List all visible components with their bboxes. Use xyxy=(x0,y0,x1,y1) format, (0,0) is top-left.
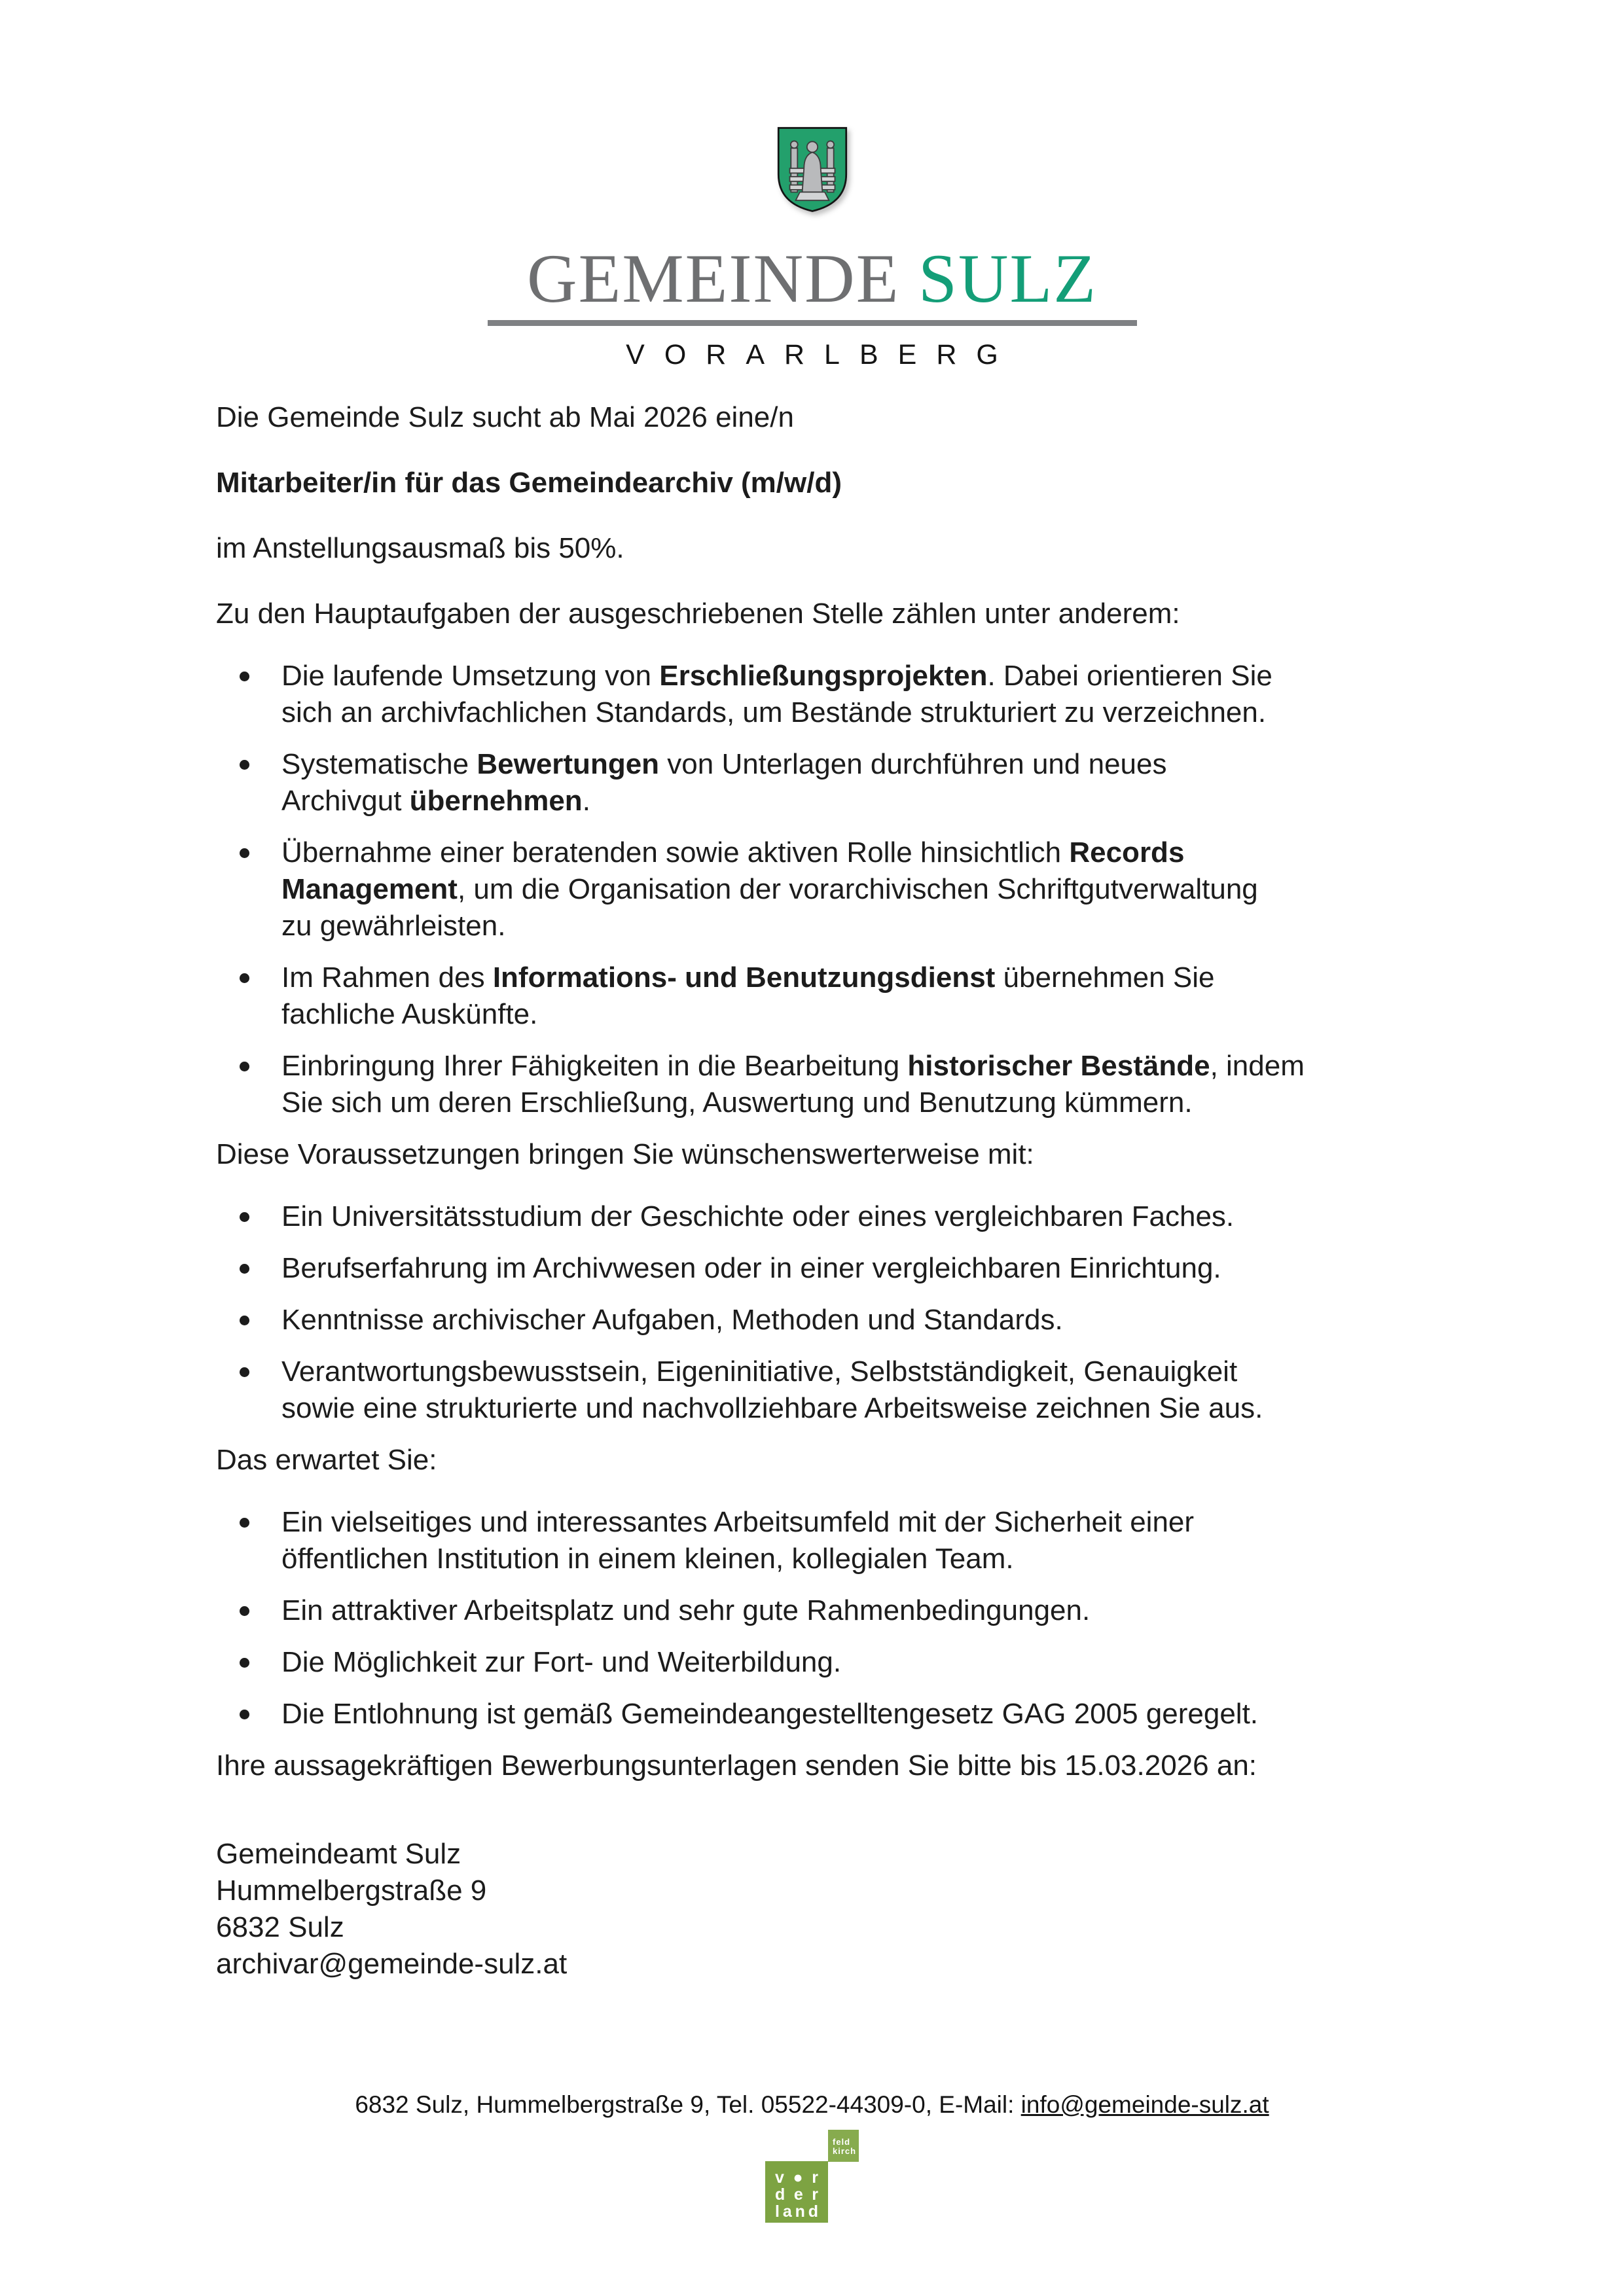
text-line: Gemeindeamt Sulz xyxy=(216,1838,461,1870)
benefit-item xyxy=(216,1696,1428,1732)
letter-body xyxy=(0,373,1624,1982)
text-line: feld xyxy=(833,2137,851,2147)
footer-contact-line xyxy=(0,2089,1624,2121)
requirement-item xyxy=(216,1198,1428,1235)
vorderland-square-icon xyxy=(765,2161,828,2223)
body-text: , indem xyxy=(1210,1050,1305,1082)
body-text: Ein attraktiver Arbeitsplatz und sehr gute Rahmenbedingungen. xyxy=(281,1594,1091,1626)
letterhead xyxy=(0,0,1624,373)
body-text: Archivgut xyxy=(281,785,410,817)
section-intro-requirements: Diese Voraussetzungen bringen Sie wünschenswerterweise mit: xyxy=(216,1138,1034,1170)
body-text: Übernahme einer beratenden sowie aktiven Rolle hinsichtlich xyxy=(281,836,1070,869)
brand-title xyxy=(0,240,1624,317)
body-text: Die laufende Umsetzung von xyxy=(281,660,660,692)
emphasized-text: übernehmen xyxy=(409,785,583,817)
emphasized-text: Erschließungsprojekten xyxy=(659,660,988,692)
body-text: Kenntnisse archivischer Aufgaben, Methoden und Standards. xyxy=(281,1304,1063,1336)
body-text: Ein vielseitiges und interessantes Arbeitsumfeld mit der Sicherheit einer xyxy=(281,1506,1195,1538)
logo-letter-row: l a n d xyxy=(775,2202,818,2221)
text-line: kirch xyxy=(833,2146,857,2156)
brand-word-sulz: SULZ xyxy=(918,240,1097,317)
body-text: Berufserfahrung im Archivwesen oder in einer vergleichbaren Einrichtung. xyxy=(281,1252,1221,1284)
requirement-item xyxy=(216,1250,1428,1287)
emphasized-text: Management xyxy=(281,873,458,905)
body-text: Die Möglichkeit zur Fort- und Weiterbildung. xyxy=(281,1646,842,1678)
logo-letter-row: v ● r xyxy=(775,2168,818,2187)
body-text: zu gewährleisten. xyxy=(281,910,506,942)
address-block xyxy=(216,1836,1428,1982)
body-text: öffentlichen Institution in einem kleinen, kollegialen Team. xyxy=(281,1543,1014,1575)
task-item xyxy=(216,960,1428,1033)
body-text: , um die Organisation der vorarchivischen Schriftgutverwaltung xyxy=(457,873,1258,905)
body-text: sich an archivfachlichen Standards, um Bestände strukturiert zu verzeichnen. xyxy=(281,696,1267,728)
body-text: Verantwortungsbewusstsein, Eigeninitiative, Selbstständigkeit, Genauigkeit xyxy=(281,1355,1238,1388)
sulz-coat-of-arms-icon xyxy=(774,121,851,218)
emphasized-text: Informations- und Benutzungsdienst xyxy=(492,961,996,994)
text-line: archivar@gemeinde-sulz.at xyxy=(216,1948,568,1980)
benefit-list xyxy=(216,1504,1428,1732)
body-text: übernehmen Sie xyxy=(995,961,1215,994)
footer-contact-text: 6832 Sulz, Hummelbergstraße 9, Tel. 05522-44309-0, E-Mail: xyxy=(355,2091,1021,2118)
text-line: 6832 Sulz xyxy=(216,1911,344,1943)
body-text: . xyxy=(582,785,590,817)
emphasized-text: historischer Bestände xyxy=(907,1050,1210,1082)
text-line: Hummelbergstraße 9 xyxy=(216,1874,487,1907)
employment-line: im Anstellungsausmaß bis 50%. xyxy=(216,532,624,564)
intro-line: Die Gemeinde Sulz sucht ab Mai 2026 eine/n xyxy=(216,401,794,433)
task-item xyxy=(216,1048,1428,1121)
body-text: Im Rahmen des xyxy=(281,961,493,994)
region-subtitle: VORARLBERG xyxy=(626,339,1018,370)
body-text: Systematische xyxy=(281,748,477,780)
requirement-item xyxy=(216,1302,1428,1338)
body-text: Sie sich um deren Erschließung, Auswertung und Benutzung kümmern. xyxy=(281,1086,1193,1119)
header-divider xyxy=(488,320,1137,326)
requirement-list xyxy=(216,1198,1428,1427)
brand-word-gemeinde: GEMEINDE xyxy=(527,240,900,317)
logo-letter-row: d e r xyxy=(775,2185,818,2204)
body-text: Ein Universitätsstudium der Geschichte oder eines vergleichbaren Faches. xyxy=(281,1200,1235,1232)
benefit-item xyxy=(216,1504,1428,1577)
body-text: Die Entlohnung ist gemäß Gemeindeangestelltengesetz GAG 2005 geregelt. xyxy=(281,1698,1259,1730)
closing-line: Ihre aussagekräftigen Bewerbungsunterlagen senden Sie bitte bis 15.03.2026 an: xyxy=(216,1749,1257,1782)
body-text: fachliche Auskünfte. xyxy=(281,998,538,1030)
benefit-item xyxy=(216,1592,1428,1629)
emphasized-text: Bewertungen xyxy=(477,748,660,780)
section-intro-benefits: Das erwartet Sie: xyxy=(216,1444,437,1476)
body-text: sowie eine strukturierte und nachvollziehbare Arbeitsweise zeichnen Sie aus. xyxy=(281,1392,1263,1424)
body-text: . Dabei orientieren Sie xyxy=(987,660,1272,692)
section-intro-tasks: Zu den Hauptaufgaben der ausgeschriebenen Stelle zählen unter anderem: xyxy=(216,598,1180,630)
task-item xyxy=(216,658,1428,731)
footer-email-link[interactable]: info@gemeinde-sulz.at xyxy=(1020,2091,1269,2118)
task-item xyxy=(216,746,1428,819)
body-text: von Unterlagen durchführen und neues xyxy=(659,748,1167,780)
vorderland-feldkirch-logo xyxy=(765,2130,859,2223)
job-title: Mitarbeiter/in für das Gemeindearchiv (m/w/d) xyxy=(216,467,842,499)
task-list xyxy=(216,658,1428,1121)
page-footer xyxy=(0,2089,1624,2223)
emphasized-text: Records xyxy=(1069,836,1185,869)
body-text: Einbringung Ihrer Fähigkeiten in die Bearbeitung xyxy=(281,1050,908,1082)
task-item xyxy=(216,834,1428,944)
feldkirch-square-icon xyxy=(828,2130,859,2162)
benefit-item xyxy=(216,1644,1428,1681)
requirement-item xyxy=(216,1354,1428,1427)
